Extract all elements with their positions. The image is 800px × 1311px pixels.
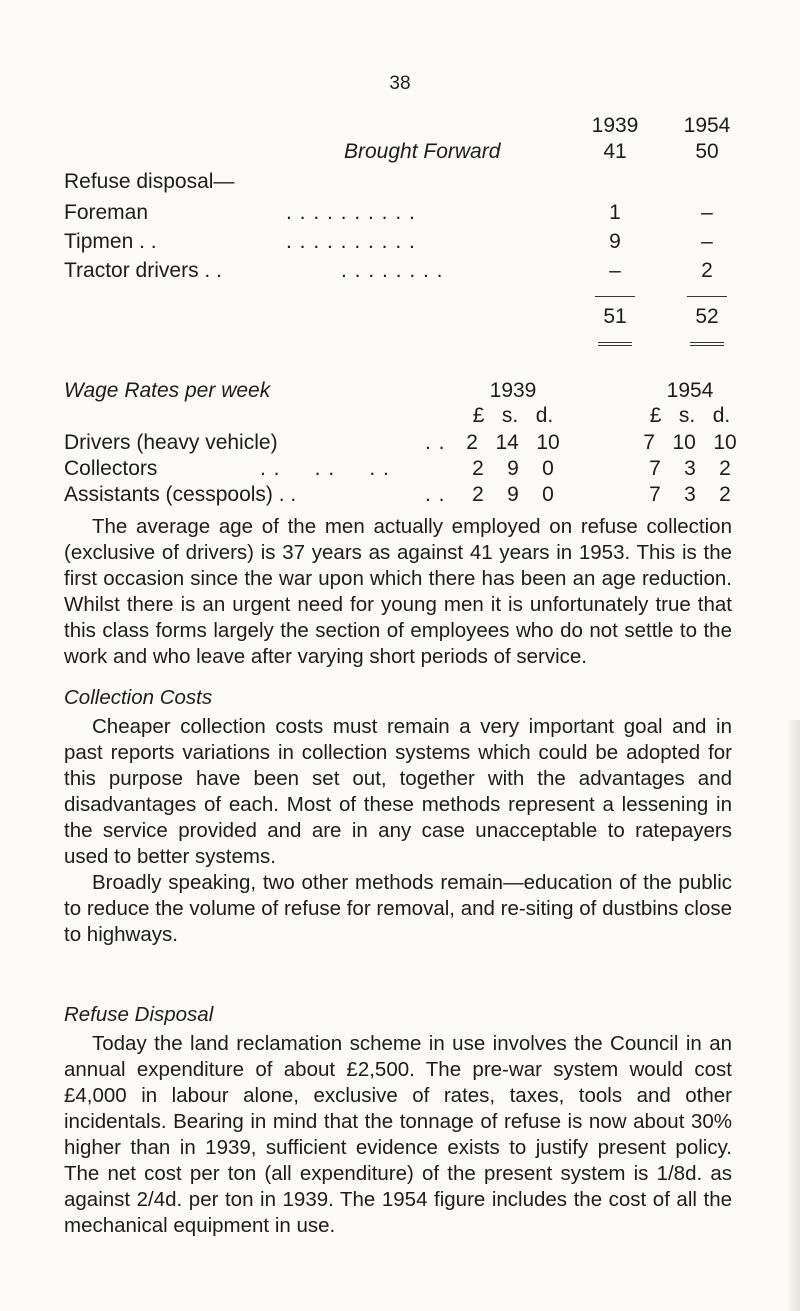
average-age-paragraph [64,514,732,670]
wage-row-value-1954: 7 10 10 [643,431,737,454]
total-1954: 52 [695,305,719,328]
collection-costs-section [64,714,732,948]
table-row-leader-dots: . . . . . . . . . . [286,230,416,253]
table-row-value-1939: 1 [609,201,621,224]
collection-costs-heading: Collection Costs [64,686,213,709]
table-row-leader-dots: . . . . . . . . . . [286,201,416,224]
table-row-label: Tipmen . . [64,230,157,253]
wage-row-value-1939: 2 9 0 [472,457,554,480]
total-1939: 51 [603,305,627,328]
brought-forward-label: Brought Forward [344,140,501,163]
table-row-value-1954: – [701,230,713,253]
wage-row-value-1954: 7 3 2 [649,483,731,506]
wage-row-leader-dots: . . . . . . [260,457,390,480]
wage-unit-header-1939: £ s. d. [472,404,554,427]
refuse-disposal-heading: Refuse Disposal [64,1003,214,1026]
subtotal-rule-1939 [595,296,635,297]
wage-row-leader-dots: . . [425,483,446,506]
average-age-text: The average age of the men actually employed on refuse collection (exclusive of drivers) is 37 years as against 41 years in 1953. This is the first occasion since the war upon which there has been an age reduction. Whilst there is an urgent need for young men it is unfortunately true that this class forms largely the section of employees who do not settle to the work and who leave after varying short periods of service. [64,515,732,668]
page-number: 38 [389,73,411,94]
wage-table-title: Wage Rates per week [64,379,271,402]
year-header-1954: 1954 [683,114,731,137]
table-row-label: Foreman [64,201,149,224]
subtotal-rule-1954 [687,296,727,297]
wage-row-label: Drivers (heavy vehicle) [64,431,278,454]
wage-row-value-1954: 7 3 2 [649,457,731,480]
wage-row-value-1939: 2 9 0 [472,483,554,506]
refuse-disposal-section-label: Refuse disposal— [64,170,235,193]
year-header-1939: 1939 [591,114,639,137]
brought-forward-1939: 41 [603,140,627,163]
wage-year-header-1939: 1939 [489,379,537,402]
wage-year-header-1954: 1954 [666,379,714,402]
total-double-rule-1939 [598,342,632,346]
refuse-disposal-section [64,1031,732,1239]
refuse-disposal-paragraph: Today the land reclamation scheme in use involves the Council in an annual expenditure of about £2,500. The pre-war system would cost £4,000 in labour alone, exclusive of rates, taxes, tools and other incidentals. Bearing in mind that the tonnage of refuse is now about 30% higher than in 1939, sufficient evidence exists to justify present policy. The net cost per ton (all expenditure) of the present system is 1/8d. as against 2/4d. per ton in 1939. The 1954 figure includes the cost of all the mechanical equipment in use. [64,1032,732,1237]
brought-forward-1954: 50 [695,140,719,163]
wage-row-value-1939: 2 14 10 [466,431,560,454]
collection-costs-paragraph-1: Cheaper collection costs must remain a very important goal and in past reports variations in collection systems which could be adopted for this purpose have been set out, together with the advantages and disadvantages of each. Most of these methods represent a lessening in the service provided and are in any case unacceptable to ratepayers used to better systems. [64,715,732,868]
table-row-value-1954: 2 [701,259,713,282]
wage-row-leader-dots: . . [425,431,446,454]
table-row-label: Tractor drivers . . [64,259,222,282]
total-double-rule-1954 [690,342,724,346]
table-row-value-1939: 9 [609,230,621,253]
table-row-value-1954: – [701,201,713,224]
table-row-value-1939: – [609,259,621,282]
page-edge-shadow [786,720,800,1311]
wage-unit-header-1954: £ s. d. [649,404,731,427]
table-row-leader-dots: . . . . . . . . [341,259,444,282]
collection-costs-paragraph-2: Broadly speaking, two other methods remain—education of the public to reduce the volume of refuse for removal, and re-siting of dustbins close to highways. [64,871,732,946]
wage-row-label: Assistants (cesspools) . . [64,483,297,506]
wage-row-label: Collectors [64,457,158,480]
